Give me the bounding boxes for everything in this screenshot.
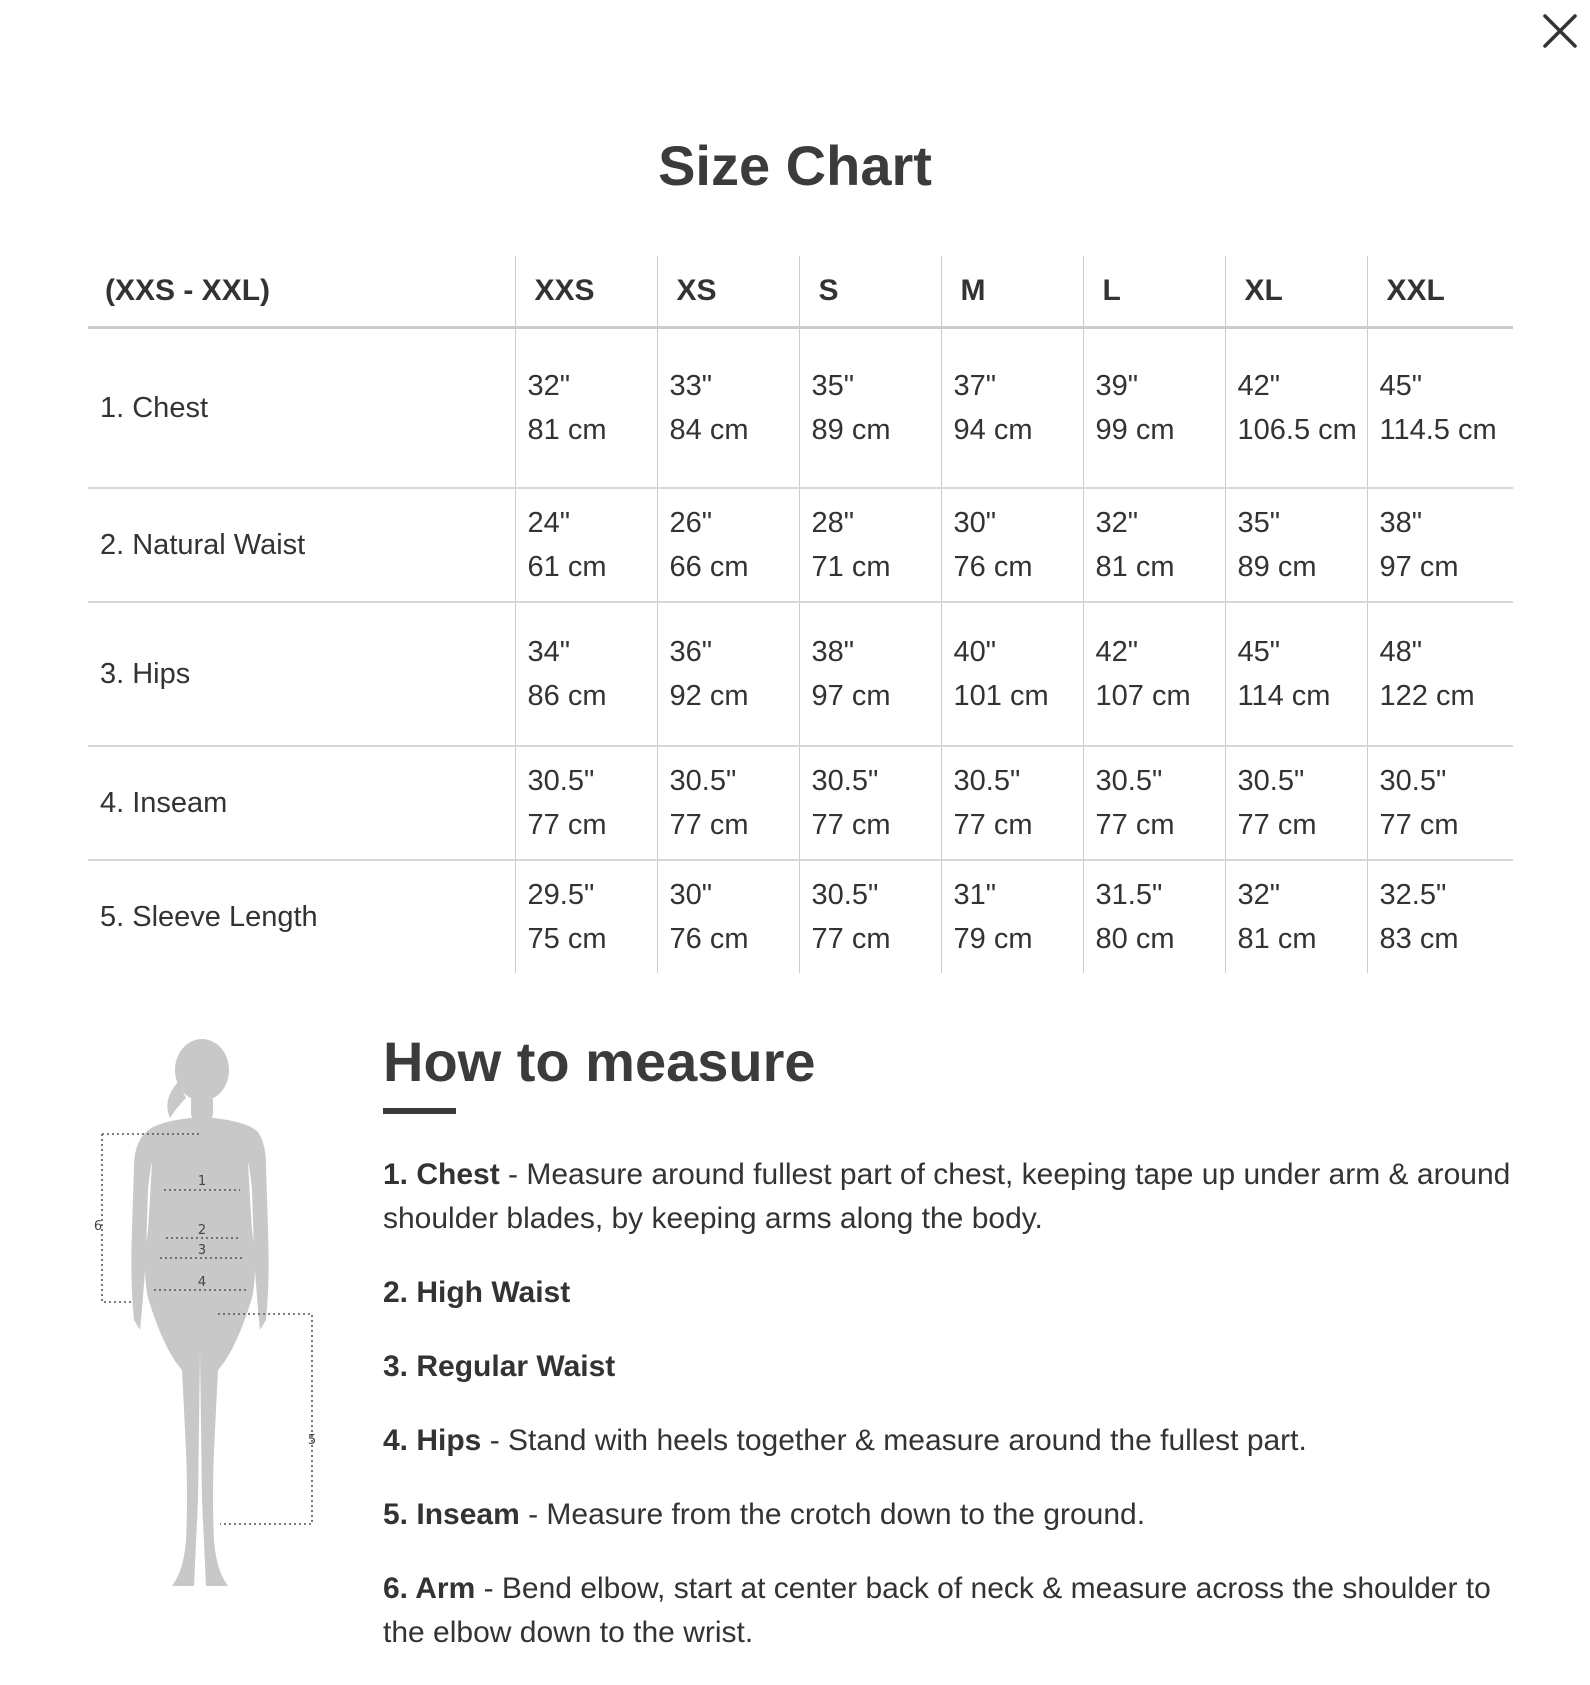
measurement-cell [1225,488,1367,602]
row-label: 3. Hips [88,602,515,746]
measurement-cell [515,602,657,746]
measurement-cell [657,602,799,746]
measurement-cell [799,328,941,489]
cm-value: 66 cm [669,551,749,583]
inches-value: 34" [527,636,571,668]
cm-value: 92 cm [669,680,749,712]
close-button[interactable] [1537,8,1583,54]
cm-value: 99 cm [1095,414,1175,446]
measurement-cell [1367,488,1513,602]
measurement-cell [657,328,799,489]
measurement-cell [515,328,657,489]
measurement-cell [657,746,799,860]
measurement-cell [657,860,799,973]
size-header-m: M [941,256,1083,328]
measurement-cell [1083,488,1225,602]
measurement-cell [1367,602,1513,746]
inches-value: 24" [527,507,571,539]
measurement-cell [941,602,1083,746]
instruction-item [383,1345,1513,1389]
cm-value: 89 cm [811,414,891,446]
table-row-hips [88,602,1513,746]
row-label: 2. Natural Waist [88,488,515,602]
inches-value: 30.5" [1379,765,1447,797]
measurement-cell [799,488,941,602]
cm-value: 101 cm [953,680,1049,712]
measurement-cell [1225,860,1367,973]
measurement-cell [799,746,941,860]
inches-value: 30.5" [811,879,879,911]
inches-value: 28" [811,507,855,539]
instruction-term: 5. Inseam [383,1498,520,1531]
measurement-cell [1225,746,1367,860]
inches-value: 39" [1095,370,1139,402]
cm-value: 79 cm [953,923,1033,955]
inches-value: 31" [953,879,997,911]
measurement-cell [799,602,941,746]
instruction-term: 1. Chest [383,1158,500,1191]
cm-value: 75 cm [527,923,607,955]
inches-value: 32.5" [1379,879,1447,911]
measure-instructions [383,1153,1513,1685]
inches-value: 31.5" [1095,879,1163,911]
measurement-cell [799,860,941,973]
measurement-cell [515,860,657,973]
instruction-item [383,1419,1513,1463]
inches-value: 30.5" [669,765,737,797]
inches-value: 42" [1095,636,1139,668]
cm-value: 77 cm [811,809,891,841]
cm-value: 77 cm [1237,809,1317,841]
cm-value: 86 cm [527,680,607,712]
instruction-description: - Bend elbow, start at center back of neck & measure across the shoulder to the elbow down to the wrist. [383,1572,1491,1649]
inches-value: 30.5" [1095,765,1163,797]
marker-6: 6 [93,1219,103,1234]
measurement-cell [1083,328,1225,489]
instruction-description: - Stand with heels together & measure around the fullest part. [481,1424,1307,1457]
cm-value: 97 cm [811,680,891,712]
close-icon [1537,8,1583,54]
instruction-term: 2. High Waist [383,1276,571,1309]
page-title: Size Chart [658,134,932,197]
inches-value: 36" [669,636,713,668]
cm-value: 77 cm [1379,809,1459,841]
cm-value: 81 cm [1095,551,1175,583]
instruction-term: 6. Arm [383,1572,476,1605]
table-row-inseam [88,746,1513,860]
cm-value: 81 cm [1237,923,1317,955]
measurement-cell [515,746,657,860]
inches-value: 32" [1095,507,1139,539]
instruction-item [383,1493,1513,1537]
body-silhouette-icon [90,1030,320,1610]
instruction-item [383,1271,1513,1315]
cm-value: 81 cm [527,414,607,446]
inches-value: 40" [953,636,997,668]
inches-value: 30" [953,507,997,539]
measurement-cell [1367,746,1513,860]
cm-value: 77 cm [669,809,749,841]
size-table [88,256,1513,973]
measurement-cell [1225,602,1367,746]
marker-1: 1 [197,1174,207,1189]
inches-value: 37" [953,370,997,402]
inches-value: 35" [1237,507,1281,539]
size-range-header: (XXS - XXL) [88,256,515,328]
silhouette-shape [131,1039,268,1586]
marker-4: 4 [197,1275,207,1290]
cm-value: 77 cm [953,809,1033,841]
heading-underline [383,1108,456,1114]
measurement-cell [1083,746,1225,860]
measurement-cell [1367,860,1513,973]
inches-value: 29.5" [527,879,595,911]
inches-value: 33" [669,370,713,402]
inches-value: 30.5" [527,765,595,797]
inches-value: 38" [811,636,855,668]
inches-value: 42" [1237,370,1281,402]
cm-value: 76 cm [953,551,1033,583]
cm-value: 97 cm [1379,551,1459,583]
inches-value: 26" [669,507,713,539]
inches-value: 35" [811,370,855,402]
inches-value: 30" [669,879,713,911]
how-to-measure-heading: How to measure [383,1030,816,1093]
measurement-cell [657,488,799,602]
cm-value: 122 cm [1379,680,1475,712]
instruction-term: 3. Regular Waist [383,1350,616,1383]
cm-value: 89 cm [1237,551,1317,583]
cm-value: 71 cm [811,551,891,583]
row-label: 1. Chest [100,392,208,424]
row-label: 4. Inseam [88,746,515,860]
marker-3: 3 [197,1243,207,1258]
inches-value: 30.5" [811,765,879,797]
cm-value: 94 cm [953,414,1033,446]
row-label: 5. Sleeve Length [88,860,515,973]
size-header-xxs: XXS [515,256,657,328]
table-row-sleeve-length [88,860,1513,973]
cm-value: 77 cm [1095,809,1175,841]
measurement-cell [1367,328,1513,489]
size-header-xxl: XXL [1367,256,1513,328]
table-row-natural-waist [88,488,1513,602]
size-header-s: S [799,256,941,328]
size-header-row [88,256,1513,328]
size-header-xl: XL [1225,256,1367,328]
marker-5: 5 [307,1433,317,1448]
instruction-item [383,1567,1513,1655]
measurement-cell [1083,602,1225,746]
measurement-cell [941,746,1083,860]
cm-value: 80 cm [1095,923,1175,955]
instruction-item [383,1153,1513,1241]
cm-value: 76 cm [669,923,749,955]
measurement-cell [941,860,1083,973]
measurement-cell [1225,328,1367,489]
table-row-chest [88,328,1513,489]
size-header-l: L [1083,256,1225,328]
instruction-description: - Measure around fullest part of chest, keeping tape up under arm & around shoulder blades, by keeping arms along the body. [383,1158,1511,1235]
cm-value: 114 cm [1237,680,1331,712]
cm-value: 84 cm [669,414,749,446]
inches-value: 30.5" [953,765,1021,797]
inches-value: 45" [1379,370,1423,402]
inches-value: 30.5" [1237,765,1305,797]
cm-value: 114.5 cm [1379,414,1497,446]
inches-value: 32" [1237,879,1281,911]
cm-value: 83 cm [1379,923,1459,955]
instruction-term: 4. Hips [383,1424,482,1457]
cm-value: 106.5 cm [1237,414,1357,446]
cm-value: 61 cm [527,551,607,583]
cm-value: 77 cm [811,923,891,955]
size-header-xs: XS [657,256,799,328]
marker-2: 2 [197,1223,207,1238]
measurement-cell [941,488,1083,602]
instruction-description: - Measure from the crotch down to the ground. [519,1498,1146,1531]
inches-value: 32" [527,370,571,402]
measurement-cell [1083,860,1225,973]
inches-value: 48" [1379,636,1423,668]
measurement-cell [515,488,657,602]
cm-value: 107 cm [1095,680,1191,712]
inches-value: 45" [1237,636,1281,668]
cm-value: 77 cm [527,809,607,841]
measurement-cell [941,328,1083,489]
inches-value: 38" [1379,507,1423,539]
